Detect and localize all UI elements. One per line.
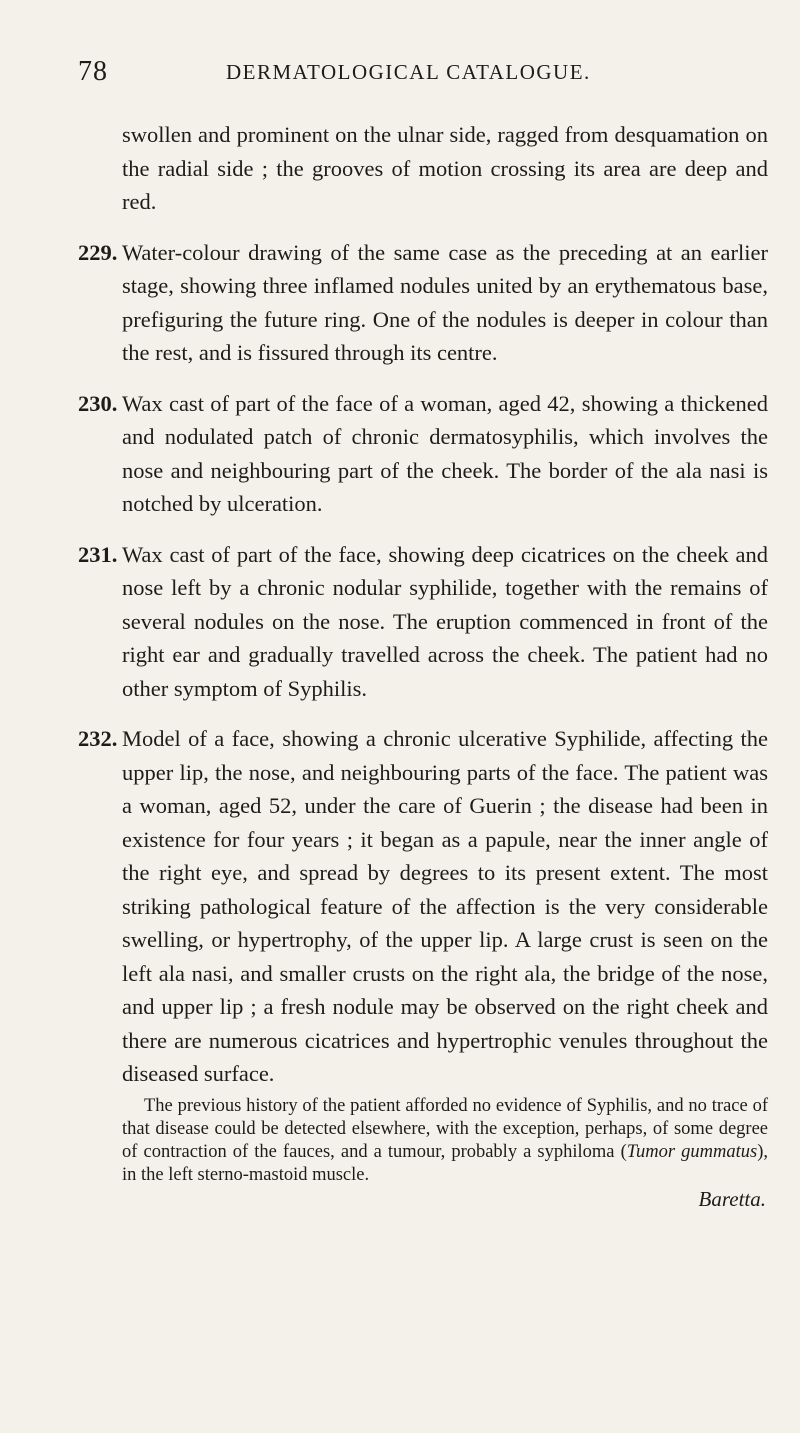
note-text-start: The previous history of the patient afforded no evidence of Syphilis, and no trace of that disease could be detected elsewhere, with the exception, perhaps, of some degree of contraction of the fauces, and a tumour, probably a syphiloma ( <box>122 1095 768 1162</box>
catalogue-entry-232 <box>78 722 768 1091</box>
entry-number: 232. <box>78 726 118 751</box>
page-body <box>78 118 768 1212</box>
entry-text: Water-colour drawing of the same case as the preceding at an earlier stage, showing three inflamed nodules united by an erythematous base, prefiguring the future ring. One of the nodules is deeper in colour than the rest, and is fissured through its centre. <box>122 239 768 365</box>
entry-note <box>78 1095 768 1187</box>
signature: Baretta. <box>698 1186 766 1211</box>
entry-number: 231. <box>78 541 118 567</box>
entry-text: Wax cast of part of the face of a woman, aged 42, showing a thickened and nodulated patch of chronic dermatosyphilis, which involves the nose and neighbouring part of the cheek. The border of the ala nasi is notched by ulceration. <box>122 390 768 516</box>
entry-text: Model of a face, showing a chronic ulcerative Syphilide, affecting the upper lip, the nose, and neighbouring parts of the face. The patient was a woman, aged 52, under the care of Guerin ; the disease had been in existence for four years ; it began as a papule, near the inner angle of the right eye, and spread by degrees to its present extent. The most striking pathological feature of the affection is the very considerable swelling, or hypertrophy, of the upper lip. A large crust is seen on the left ala nasi, and smaller crusts on the right ala, the bridge of the nose, and upper lip ; a fresh nodule may be observed on the right cheek and there are numerous cicatrices and hypertrophic venules throughout the diseased surface. <box>122 726 768 1086</box>
note-latin-term: Tumor gummatus <box>626 1141 758 1162</box>
entry-number: 229. <box>78 239 118 265</box>
catalogue-entry-229 <box>78 236 768 370</box>
note-text-end: ), in the left sterno-mastoid muscle. <box>122 1141 769 1185</box>
page-number: 78 <box>78 56 108 87</box>
catalogue-entry-230 <box>78 387 768 521</box>
entry-number: 230. <box>78 390 118 416</box>
running-title: DERMATOLOGICAL CATALOGUE. <box>226 60 591 84</box>
running-head <box>78 56 778 96</box>
continuation-paragraph: swollen and prominent on the ulnar side, ragged from desquamation on the radial side ; the grooves of motion crossing its area are deep and red. <box>122 122 768 214</box>
catalogue-entry-231 <box>78 538 768 706</box>
entry-text: Wax cast of part of the face, showing deep cicatrices on the cheek and nose left by a chronic nodular syphilide, together with the remains of several nodules on the nose. The eruption commenced in front of the right ear and gradually travelled across the cheek. The patient had no other symptom of Syphilis. <box>122 541 768 701</box>
